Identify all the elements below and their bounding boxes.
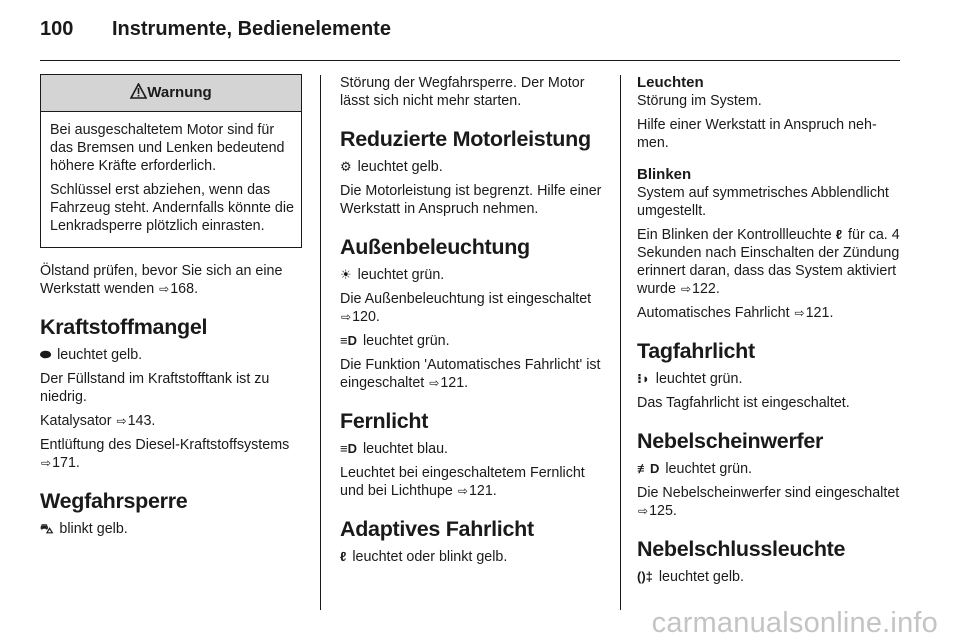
warning-paragraph-2: Schlüssel erst abziehen, wenn das Fahrzeug steht. Andernfalls könnte die Lenkradsperre plötzlich einrasten. bbox=[50, 182, 294, 234]
exterior-lighting-status bbox=[340, 266, 605, 284]
oil-text: Ölstand prüfen, bevor Sie sich an eine Werkstatt wenden bbox=[40, 263, 283, 297]
oil-paragraph bbox=[40, 262, 302, 298]
fog-status-text: leuchtet grün. bbox=[665, 461, 753, 477]
exterior-lighting-paragraph-2 bbox=[340, 356, 605, 392]
page-ref-arrow-icon: ⇨ bbox=[159, 282, 170, 296]
page-ref-arrow-icon: ⇨ bbox=[680, 282, 691, 296]
key-lock-icon: ⛍ bbox=[40, 521, 54, 536]
auto-light-icon: ≡D bbox=[340, 333, 357, 348]
lights-paragraph-2: Hilfe einer Werkstatt in Anspruch nehmen. bbox=[637, 117, 877, 151]
daylight-heading: Tagfahrlicht bbox=[637, 339, 755, 363]
page-ref-arrow-icon: ⇨ bbox=[341, 310, 352, 324]
auto-light-text: Die Funktion 'Automatisches Fahrlicht' ist eingeschaltet bbox=[340, 357, 601, 391]
fog-page-ref[interactable]: 125. bbox=[649, 503, 677, 519]
warning-triangle-icon bbox=[130, 83, 147, 99]
fuel-heading: Kraftstoffmangel bbox=[40, 315, 208, 339]
immobiliser-status bbox=[40, 520, 302, 538]
fuel-status-text: leuchtet gelb. bbox=[57, 347, 143, 363]
blink-subheading: Blinken bbox=[637, 166, 692, 183]
fuel-status bbox=[40, 346, 302, 364]
reduced-power-paragraph: Die Motorleistung ist begrenzt. Hilfe einer Werkstatt in Anspruch nehmen. bbox=[340, 183, 602, 217]
page-number: 100 bbox=[40, 18, 74, 40]
column-1 bbox=[40, 74, 302, 544]
warning-paragraph-1: Bei ausgeschaltetem Motor sind für das Bremsen und Lenken bedeutend höhere Kräfte erforderlich. bbox=[50, 122, 285, 174]
high-beam-status-text: leuchtet blau. bbox=[362, 441, 449, 457]
page-ref-arrow-icon: ⇨ bbox=[638, 504, 649, 518]
high-beam-status bbox=[340, 440, 605, 458]
high-beam-text: Leuchtet bei eingeschaltetem Fernlicht und bei Lichthupe bbox=[340, 465, 585, 499]
high-beam-paragraph bbox=[340, 464, 605, 500]
blink-paragraph-1: System auf symmetrisches Abblendlicht umgestellt. bbox=[637, 185, 889, 219]
rear-fog-heading: Nebelschlussleuchte bbox=[637, 537, 846, 561]
warning-body bbox=[41, 112, 301, 247]
page-ref-arrow-icon: ⇨ bbox=[429, 376, 440, 390]
warning-box bbox=[40, 74, 302, 248]
warning-header bbox=[41, 75, 301, 112]
fuel-paragraph-1: Der Füllstand im Kraftstofftank ist zu niedrig. bbox=[40, 371, 270, 405]
exterior-status-text: leuchtet grün. bbox=[357, 267, 445, 283]
adaptive-light-status bbox=[340, 548, 605, 566]
rear-fog-light-icon: ()‡ bbox=[637, 569, 653, 584]
rear-fog-status bbox=[637, 568, 902, 586]
auto-light-ref-page[interactable]: 121. bbox=[805, 305, 834, 321]
fog-light-icon: ≢D bbox=[637, 461, 660, 476]
high-beam-heading: Fernlicht bbox=[340, 409, 429, 433]
page-header bbox=[40, 18, 391, 48]
column-divider-1 bbox=[320, 75, 321, 610]
blink-paragraph-2 bbox=[637, 226, 902, 298]
column-3 bbox=[637, 74, 902, 592]
engine-power-icon: ⚙ bbox=[340, 159, 352, 174]
exterior-text: Die Außenbeleuchtung ist eingeschaltet bbox=[340, 291, 592, 307]
reduced-power-status bbox=[340, 158, 605, 176]
column-divider-2 bbox=[620, 75, 621, 610]
side-light-icon: ☀ bbox=[340, 267, 352, 282]
column-2 bbox=[340, 74, 605, 572]
high-beam-page-ref[interactable]: 121. bbox=[468, 483, 497, 499]
fog-light-paragraph bbox=[637, 484, 902, 520]
warning-label: Warnung bbox=[147, 84, 212, 101]
blink-paragraph-3 bbox=[637, 304, 902, 322]
daylight-status bbox=[637, 370, 902, 388]
fog-text: Die Nebelscheinwerfer sind eingeschaltet bbox=[637, 485, 900, 501]
auto-light-ref-text: Automatisches Fahrlicht bbox=[637, 305, 790, 321]
rear-fog-status-text: leuchtet gelb. bbox=[658, 569, 744, 585]
high-beam-icon: ≡D bbox=[340, 441, 357, 456]
immobiliser-continued: Störung der Wegfahrsperre. Der Motor lässt sich nicht mehr starten. bbox=[340, 75, 585, 109]
auto-light-status bbox=[340, 332, 605, 350]
reduced-power-heading: Reduzierte Motorleistung bbox=[340, 127, 591, 151]
page-ref-arrow-icon: ⇨ bbox=[794, 306, 805, 320]
blink-text-a: Ein Blinken der Kontrollleuchte bbox=[637, 227, 832, 243]
daylight-status-text: leuchtet grün. bbox=[655, 371, 743, 387]
exterior-page-ref[interactable]: 120. bbox=[352, 309, 380, 325]
fog-light-status bbox=[637, 460, 902, 478]
blink-text-b: für ca. 4 Sekunden nach Einschalten der Zündung erinnert daran, dass das System aktiviert wurde bbox=[637, 227, 900, 297]
header-rule bbox=[40, 60, 900, 61]
bleed-page-ref[interactable]: 171. bbox=[52, 455, 80, 471]
daylight-paragraph: Das Tagfahrlicht ist eingeschaltet. bbox=[637, 395, 850, 411]
exterior-lighting-heading: Außenbeleuchtung bbox=[340, 235, 530, 259]
adaptive-light-heading: Adaptives Fahrlicht bbox=[340, 517, 534, 541]
chapter-title: Instrumente, Bedienelemente bbox=[112, 18, 391, 40]
exterior-lighting-paragraph-1 bbox=[340, 290, 605, 326]
blink-page-ref[interactable]: 122. bbox=[692, 281, 720, 297]
fog-light-heading: Nebelscheinwerfer bbox=[637, 429, 824, 453]
watermark: carmanualsonline.info bbox=[651, 607, 938, 639]
daytime-light-icon: ⁝◗ bbox=[637, 371, 650, 386]
catalyst-text: Katalysator bbox=[40, 413, 112, 429]
reduced-power-status-text: leuchtet gelb. bbox=[357, 159, 443, 175]
fuel-pump-icon: ⬬ bbox=[40, 347, 52, 362]
catalyst-page-ref[interactable]: 143. bbox=[127, 413, 156, 429]
adaptive-status-text: leuchtet oder blinkt gelb. bbox=[352, 549, 508, 565]
bleed-text: Entlüftung des Diesel-Kraftstoffsystems bbox=[40, 437, 290, 453]
adaptive-light-icon: ℓ bbox=[835, 227, 843, 242]
lights-paragraph-1: Störung im System. bbox=[637, 93, 762, 109]
adaptive-light-icon: ℓ bbox=[340, 549, 347, 564]
oil-page-ref[interactable]: 168. bbox=[170, 281, 199, 297]
fuel-paragraph-2 bbox=[40, 412, 302, 430]
auto-light-page-ref[interactable]: 121. bbox=[440, 375, 469, 391]
page-ref-arrow-icon: ⇨ bbox=[116, 414, 127, 428]
page-ref-arrow-icon: ⇨ bbox=[457, 484, 468, 498]
lights-subheading: Leuchten bbox=[637, 74, 704, 91]
immobiliser-status-text: blinkt gelb. bbox=[59, 521, 128, 537]
auto-light-status-text: leuchtet grün. bbox=[362, 333, 450, 349]
page-ref-arrow-icon: ⇨ bbox=[41, 456, 52, 470]
immobiliser-heading: Wegfahrsperre bbox=[40, 489, 188, 513]
fuel-paragraph-3 bbox=[40, 436, 302, 472]
